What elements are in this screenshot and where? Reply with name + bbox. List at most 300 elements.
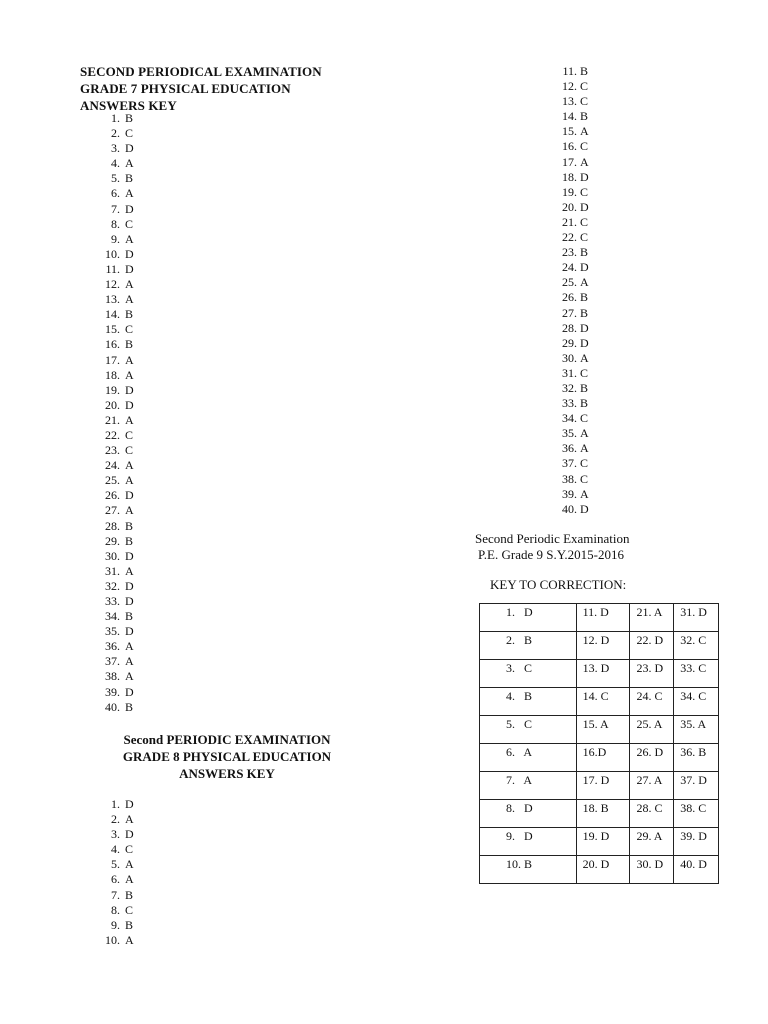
- answer-number: 16.: [562, 139, 577, 154]
- answer-number: 5.: [111, 857, 120, 872]
- answer-number: 14.: [105, 307, 120, 322]
- answer-item: [554, 502, 589, 517]
- answer-number: 40.: [562, 501, 577, 516]
- grade9-key-label: KEY TO CORRECTION:: [490, 577, 627, 592]
- grade8-answer-list-left: [96, 797, 134, 948]
- answer-number: 6.: [111, 872, 120, 887]
- answer-number: 29.: [562, 335, 577, 350]
- answer-item: [96, 232, 134, 247]
- answer-item: [96, 398, 134, 413]
- grade7-answer-list: [96, 111, 134, 715]
- table-cell: 36. B: [674, 744, 719, 772]
- answer-item: [96, 933, 134, 948]
- answer-item: [96, 322, 134, 337]
- answer-letter: D: [125, 624, 134, 639]
- answer-number: 39.: [562, 486, 577, 501]
- answer-number: 26.: [562, 290, 577, 305]
- answer-item: [96, 827, 134, 842]
- answer-letter: A: [125, 812, 134, 827]
- table-cell: 34. C: [674, 688, 719, 716]
- table-cell: 32. C: [674, 632, 719, 660]
- answer-letter: A: [125, 654, 134, 669]
- table-cell: 40. D: [674, 856, 719, 884]
- answer-item: [554, 139, 589, 154]
- answer-letter: C: [580, 471, 589, 486]
- answer-item: [96, 277, 134, 292]
- answer-number: 8.: [111, 216, 120, 231]
- grade8-title-line2: GRADE 8 PHYSICAL EDUCATION: [122, 749, 332, 764]
- answer-letter: C: [125, 902, 134, 917]
- answer-letter: C: [125, 126, 134, 141]
- answer-letter: A: [125, 186, 134, 201]
- table-cell: 26. D: [630, 744, 674, 772]
- answer-number: 1.: [111, 797, 120, 811]
- answer-letter: C: [580, 94, 589, 109]
- table-row: [480, 716, 719, 744]
- answer-letter: B: [125, 171, 134, 186]
- answer-letter: D: [125, 578, 134, 593]
- answer-item: [96, 156, 134, 171]
- answer-letter: C: [580, 230, 589, 245]
- table-cell: 13. D: [576, 660, 630, 688]
- answer-item: [96, 842, 134, 857]
- answer-number: 23.: [562, 245, 577, 260]
- table-cell: 15. A: [576, 716, 630, 744]
- answer-number: 12.: [105, 277, 120, 292]
- answer-number: 32.: [105, 578, 120, 593]
- answer-letter: A: [580, 441, 589, 456]
- answer-letter: A: [125, 932, 134, 947]
- answer-number: 35.: [562, 426, 577, 441]
- answer-number: 36.: [105, 639, 120, 654]
- answer-letter: D: [125, 797, 134, 811]
- answer-letter: D: [580, 335, 589, 350]
- answer-item: [96, 217, 134, 232]
- answer-number: 22.: [105, 427, 120, 442]
- answer-item: [554, 170, 589, 185]
- answer-item: [554, 79, 589, 94]
- answer-number: 27.: [105, 503, 120, 518]
- table-cell: 23. D: [630, 660, 674, 688]
- answer-item: [96, 337, 134, 352]
- answer-letter: B: [580, 396, 589, 411]
- answer-number: 29.: [105, 533, 120, 548]
- table-row: [480, 800, 719, 828]
- table-cell: 18. B: [576, 800, 630, 828]
- answer-item: [96, 353, 134, 368]
- answer-item: [96, 126, 134, 141]
- table-cell: 3. C: [480, 660, 577, 688]
- answer-number: 11.: [105, 261, 120, 276]
- answer-item: [96, 609, 134, 624]
- grade7-title-line3: ANSWERS KEY: [80, 98, 177, 113]
- answer-number: 30.: [105, 548, 120, 563]
- answer-item: [554, 366, 589, 381]
- answer-item: [554, 441, 589, 456]
- answer-letter: D: [580, 199, 589, 214]
- answer-item: [96, 549, 134, 564]
- answer-item: [96, 872, 134, 887]
- answer-letter: A: [125, 367, 134, 382]
- answer-letter: B: [125, 699, 134, 714]
- answer-number: 31.: [562, 365, 577, 380]
- answer-number: 10.: [105, 932, 120, 947]
- answer-item: [554, 94, 589, 109]
- answer-letter: C: [580, 365, 589, 380]
- answer-letter: B: [125, 337, 134, 352]
- answer-item: [554, 456, 589, 471]
- answer-item: [96, 202, 134, 217]
- answer-letter: A: [125, 352, 134, 367]
- answer-number: 2.: [111, 812, 120, 827]
- table-cell: 1. D: [480, 604, 577, 632]
- answer-number: 11.: [562, 64, 577, 78]
- answer-letter: C: [580, 214, 589, 229]
- answer-item: [96, 488, 134, 503]
- answer-number: 17.: [105, 352, 120, 367]
- answer-letter: B: [125, 917, 134, 932]
- answer-number: 4.: [111, 842, 120, 857]
- answer-letter: A: [125, 156, 134, 171]
- answer-item: [96, 383, 134, 398]
- answer-number: 37.: [562, 456, 577, 471]
- answer-item: [96, 247, 134, 262]
- answer-letter: D: [125, 382, 134, 397]
- table-cell: 9. D: [480, 828, 577, 856]
- table-row: [480, 828, 719, 856]
- table-row: [480, 856, 719, 884]
- table-row: [480, 772, 719, 800]
- answer-item: [96, 797, 134, 812]
- answer-number: 18.: [105, 367, 120, 382]
- answer-item: [554, 396, 589, 411]
- table-cell: 20. D: [576, 856, 630, 884]
- answer-letter: A: [125, 669, 134, 684]
- table-cell: 38. C: [674, 800, 719, 828]
- answer-item: [554, 155, 589, 170]
- answer-item: [96, 413, 134, 428]
- answer-item: [554, 336, 589, 351]
- answer-item: [554, 306, 589, 321]
- answer-item: [554, 109, 589, 124]
- answer-number: 24.: [105, 458, 120, 473]
- answer-letter: D: [580, 260, 589, 275]
- answer-letter: A: [580, 275, 589, 290]
- answer-letter: A: [580, 426, 589, 441]
- answer-item: [554, 426, 589, 441]
- answer-number: 5.: [111, 171, 120, 186]
- answer-letter: B: [125, 518, 134, 533]
- answer-number: 18.: [562, 169, 577, 184]
- answer-number: 16.: [105, 337, 120, 352]
- answer-letter: C: [125, 322, 134, 337]
- grade9-title-line2: P.E. Grade 9 S.Y.2015-2016: [478, 547, 625, 562]
- answer-number: 34.: [105, 609, 120, 624]
- answer-item: [96, 639, 134, 654]
- answer-number: 30.: [562, 350, 577, 365]
- answer-item: [96, 171, 134, 186]
- answer-item: [554, 472, 589, 487]
- answer-item: [96, 812, 134, 827]
- answer-item: [554, 245, 589, 260]
- answer-item: [96, 700, 134, 715]
- answer-item: [96, 368, 134, 383]
- answer-letter: A: [580, 486, 589, 501]
- answer-number: 31.: [105, 563, 120, 578]
- answer-item: [96, 685, 134, 700]
- answer-letter: D: [580, 320, 589, 335]
- table-row: [480, 604, 719, 632]
- answer-number: 40.: [105, 699, 120, 714]
- answer-letter: D: [580, 169, 589, 184]
- table-cell: 24. C: [630, 688, 674, 716]
- answer-number: 38.: [562, 471, 577, 486]
- grade9-title-line1: Second Periodic Examination: [475, 531, 630, 546]
- answer-number: 15.: [105, 322, 120, 337]
- table-cell: 22. D: [630, 632, 674, 660]
- answer-number: 21.: [562, 214, 577, 229]
- answer-number: 15.: [562, 124, 577, 139]
- table-cell: 33. C: [674, 660, 719, 688]
- answer-item: [96, 262, 134, 277]
- answer-letter: A: [125, 639, 134, 654]
- answer-item: [96, 458, 134, 473]
- answer-number: 3.: [111, 827, 120, 842]
- answer-item: [96, 141, 134, 156]
- table-cell: 17. D: [576, 772, 630, 800]
- answer-letter: B: [125, 111, 134, 125]
- answer-letter: B: [580, 380, 589, 395]
- answer-item: [554, 260, 589, 275]
- answer-letter: D: [125, 827, 134, 842]
- table-cell: 25. A: [630, 716, 674, 744]
- answer-letter: D: [125, 548, 134, 563]
- answer-number: 13.: [562, 94, 577, 109]
- answer-letter: A: [125, 872, 134, 887]
- answer-letter: A: [580, 350, 589, 365]
- answer-item: [554, 290, 589, 305]
- answer-number: 22.: [562, 230, 577, 245]
- answer-item: [96, 624, 134, 639]
- answer-letter: D: [125, 261, 134, 276]
- table-cell: 5. C: [480, 716, 577, 744]
- grade7-title-line1: SECOND PERIODICAL EXAMINATION: [80, 64, 322, 79]
- answer-letter: B: [580, 64, 589, 78]
- answer-number: 20.: [105, 397, 120, 412]
- answer-number: 4.: [111, 156, 120, 171]
- answer-item: [96, 579, 134, 594]
- table-cell: 19. D: [576, 828, 630, 856]
- answer-item: [96, 888, 134, 903]
- answer-number: 36.: [562, 441, 577, 456]
- answer-item: [96, 292, 134, 307]
- answer-letter: A: [125, 292, 134, 307]
- answer-letter: C: [580, 184, 589, 199]
- answer-letter: A: [125, 857, 134, 872]
- grade7-title-line2: GRADE 7 PHYSICAL EDUCATION: [80, 81, 291, 96]
- table-cell: 12. D: [576, 632, 630, 660]
- answer-item: [554, 230, 589, 245]
- answer-letter: B: [580, 290, 589, 305]
- answer-item: [96, 669, 134, 684]
- answer-letter: A: [125, 458, 134, 473]
- answer-number: 7.: [111, 201, 120, 216]
- answer-number: 6.: [111, 186, 120, 201]
- answer-number: 14.: [562, 109, 577, 124]
- answer-letter: B: [125, 609, 134, 624]
- grade8-title: [106, 731, 348, 782]
- table-row: [480, 688, 719, 716]
- answer-number: 3.: [111, 141, 120, 156]
- table-cell: 29. A: [630, 828, 674, 856]
- answer-number: 21.: [105, 412, 120, 427]
- table-cell: 28. C: [630, 800, 674, 828]
- answer-letter: D: [125, 246, 134, 261]
- answer-letter: D: [125, 488, 134, 503]
- table-cell: 31. D: [674, 604, 719, 632]
- answer-number: 34.: [562, 411, 577, 426]
- table-cell: 39. D: [674, 828, 719, 856]
- answer-number: 12.: [562, 79, 577, 94]
- answer-letter: D: [125, 397, 134, 412]
- answer-letter: A: [125, 412, 134, 427]
- answer-letter: D: [580, 501, 589, 516]
- answer-number: 19.: [105, 382, 120, 397]
- answer-letter: C: [580, 79, 589, 94]
- answer-item: [96, 443, 134, 458]
- answer-number: 28.: [105, 518, 120, 533]
- table-cell: 27. A: [630, 772, 674, 800]
- answer-number: 33.: [105, 594, 120, 608]
- table-cell: 14. C: [576, 688, 630, 716]
- answer-item: [554, 124, 589, 139]
- answer-letter: B: [125, 887, 134, 902]
- grade8-answer-list-right: [554, 64, 589, 517]
- answer-item: [96, 503, 134, 518]
- answer-item: [96, 186, 134, 201]
- answer-item: [554, 185, 589, 200]
- answer-number: 19.: [562, 184, 577, 199]
- answer-number: 27.: [562, 305, 577, 320]
- answer-number: 32.: [562, 380, 577, 395]
- answer-letter: A: [125, 231, 134, 246]
- answer-number: 20.: [562, 199, 577, 214]
- answer-letter: C: [125, 427, 134, 442]
- table-cell: 7. A: [480, 772, 577, 800]
- answer-item: [96, 594, 134, 609]
- answer-letter: C: [125, 443, 134, 458]
- answer-letter: A: [125, 503, 134, 518]
- answer-number: 38.: [105, 669, 120, 684]
- answer-item: [554, 275, 589, 290]
- answer-number: 28.: [562, 320, 577, 335]
- table-cell: 10. B: [480, 856, 577, 884]
- answer-number: 25.: [562, 275, 577, 290]
- answer-letter: A: [125, 473, 134, 488]
- answer-letter: D: [125, 594, 134, 608]
- answer-item: [96, 307, 134, 322]
- answer-item: [96, 519, 134, 534]
- answer-item: [96, 564, 134, 579]
- answer-item: [96, 857, 134, 872]
- grade8-title-line3: ANSWERS KEY: [179, 766, 275, 781]
- table-cell: 16.D: [576, 744, 630, 772]
- answer-letter: A: [125, 277, 134, 292]
- table-cell: 21. A: [630, 604, 674, 632]
- answer-item: [96, 654, 134, 669]
- answer-number: 9.: [111, 231, 120, 246]
- answer-letter: A: [125, 563, 134, 578]
- answer-item: [554, 381, 589, 396]
- table-row: [480, 744, 719, 772]
- answer-letter: B: [580, 109, 589, 124]
- answer-number: 1.: [111, 111, 120, 125]
- answer-number: 10.: [105, 246, 120, 261]
- answer-item: [96, 111, 134, 126]
- table-row: [480, 660, 719, 688]
- answer-letter: D: [125, 684, 134, 699]
- answer-number: 35.: [105, 624, 120, 639]
- answer-letter: D: [125, 201, 134, 216]
- answer-letter: C: [580, 456, 589, 471]
- answer-number: 9.: [111, 917, 120, 932]
- answer-item: [96, 918, 134, 933]
- answer-letter: C: [125, 216, 134, 231]
- answer-number: 17.: [562, 154, 577, 169]
- grade8-title-line1: Second PERIODIC EXAMINATION: [123, 732, 331, 747]
- answer-letter: A: [580, 124, 589, 139]
- answer-number: 39.: [105, 684, 120, 699]
- answer-item: [96, 903, 134, 918]
- answer-letter: C: [580, 411, 589, 426]
- answer-letter: C: [125, 842, 134, 857]
- answer-letter: B: [125, 533, 134, 548]
- answer-number: 23.: [105, 443, 120, 458]
- answer-item: [554, 411, 589, 426]
- answer-number: 37.: [105, 654, 120, 669]
- answer-item: [554, 200, 589, 215]
- answer-number: 8.: [111, 902, 120, 917]
- answer-letter: B: [580, 305, 589, 320]
- answer-item: [554, 64, 589, 79]
- answer-letter: B: [580, 245, 589, 260]
- table-cell: 35. A: [674, 716, 719, 744]
- answer-item: [96, 428, 134, 443]
- answer-number: 13.: [105, 292, 120, 307]
- answer-item: [554, 487, 589, 502]
- answer-item: [96, 534, 134, 549]
- table-cell: 6. A: [480, 744, 577, 772]
- table-cell: 37. D: [674, 772, 719, 800]
- answer-item: [96, 473, 134, 488]
- table-cell: 30. D: [630, 856, 674, 884]
- answer-letter: D: [125, 141, 134, 156]
- answer-item: [554, 321, 589, 336]
- answer-number: 26.: [105, 488, 120, 503]
- answer-number: 24.: [562, 260, 577, 275]
- answer-number: 25.: [105, 473, 120, 488]
- table-row: [480, 632, 719, 660]
- answer-letter: C: [580, 139, 589, 154]
- answer-item: [554, 351, 589, 366]
- answer-number: 33.: [562, 396, 577, 411]
- answer-letter: A: [580, 154, 589, 169]
- table-cell: 11. D: [576, 604, 630, 632]
- table-cell: 2. B: [480, 632, 577, 660]
- grade9-answer-table: [479, 603, 719, 884]
- table-cell: 8. D: [480, 800, 577, 828]
- answer-letter: B: [125, 307, 134, 322]
